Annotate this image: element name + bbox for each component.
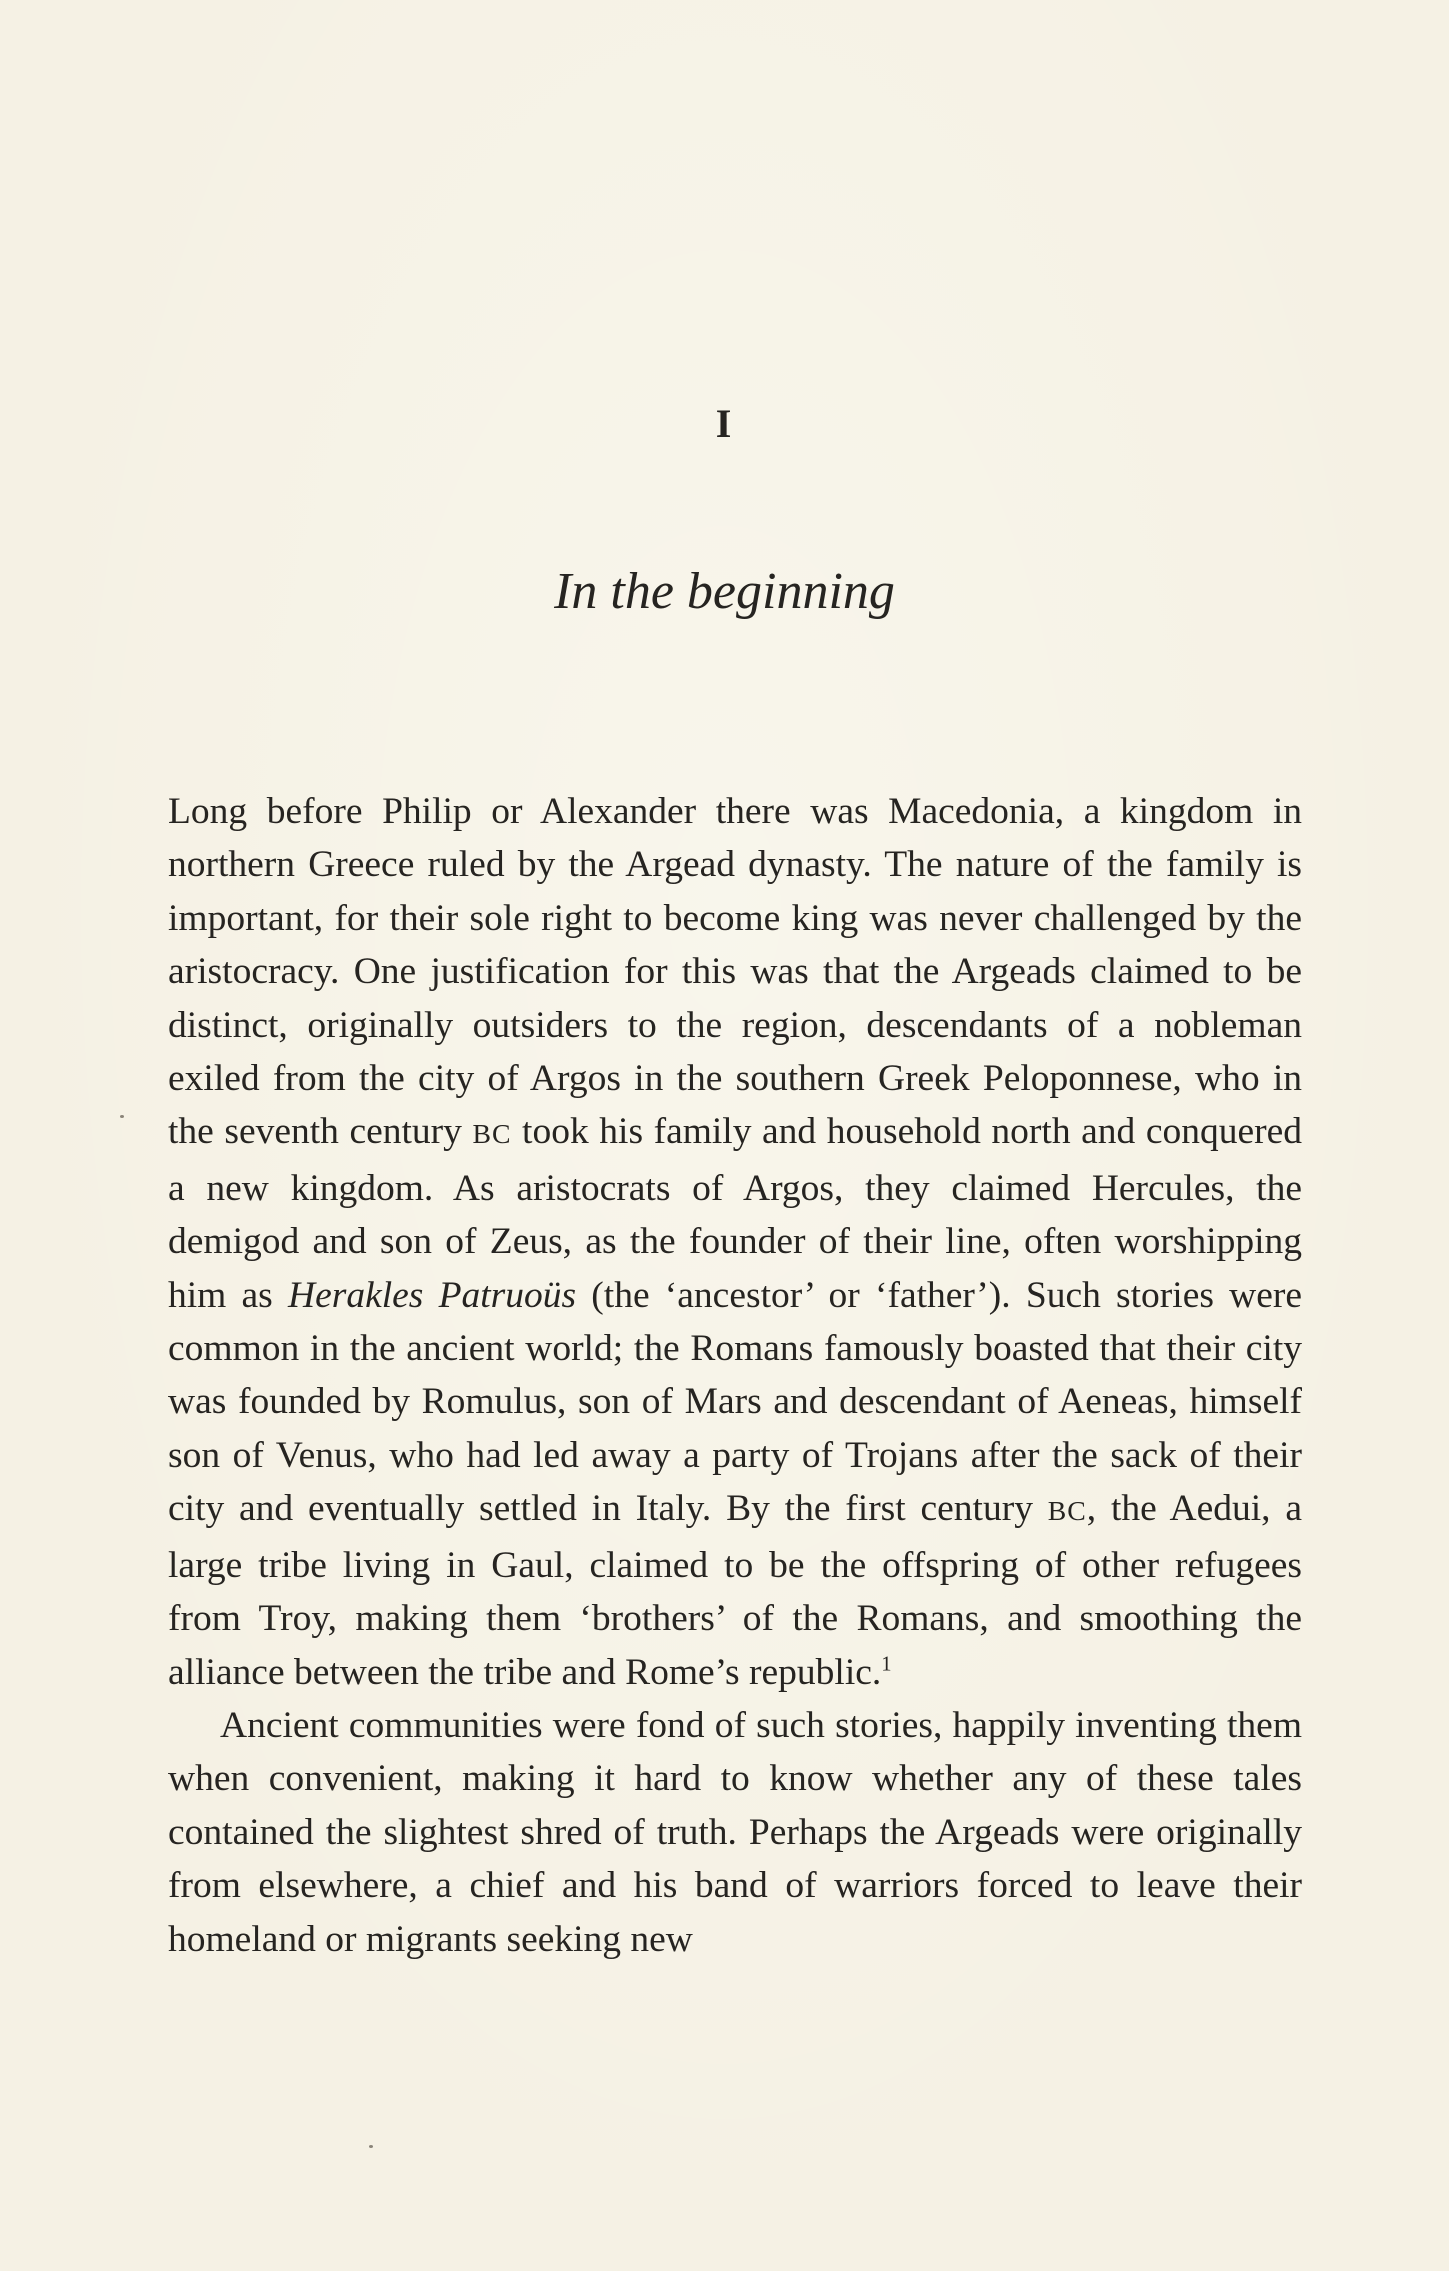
chapter-title: In the beginning bbox=[554, 563, 895, 620]
chapter-number: I bbox=[715, 401, 734, 446]
paragraph-1 bbox=[168, 785, 1302, 1699]
era-abbreviation: BC bbox=[472, 1119, 512, 1151]
text-segment: took his family and household north and conquered a new kingdom. As aristocrats of Argos, they claimed Hercules, the demigod and son of Zeus, as the founder of their line, often worshipping him as bbox=[168, 1111, 1303, 1316]
paragraph-2 bbox=[168, 1699, 1302, 1966]
paper-speck bbox=[369, 2145, 373, 2148]
italic-term: Herakles Patruoüs bbox=[288, 1274, 577, 1316]
text-segment: Ancient communities were fond of such stories, happily inventing them when convenient, making it hard to know whether any of these tales contained the slightest shred of truth. Perhaps the Argeads were originally from elsewhere, a chief and his band of warriors forced to leave their homeland or migrants seeking new bbox=[168, 1704, 1302, 1960]
footnote-marker[interactable]: 1 bbox=[881, 1653, 892, 1675]
era-abbreviation: BC bbox=[1047, 1496, 1087, 1528]
text-segment: (the ‘ancestor’ or ‘father’). Such stories were common in the ancient world; the Romans famously boasted that their city was founded by Romulus, son of Mars and descendant of Aeneas, himself son of Venus, who had led away a party of Trojans after the sack of their city and eventually settled in Italy. By the first century bbox=[168, 1274, 1303, 1530]
text-segment: Long before Philip or Alexander there was Macedonia, a kingdom in northern Greece ruled by the Argead dynasty. The nature of the family is important, for their sole right to become king was never challenged by the aristocracy. One justification for this was that the Argeads claimed to be distinct, originally outsiders to the region, descendants of a nobleman exiled from the city of Argos in the southern Greek Peloponnese, who in the seventh century bbox=[168, 791, 1302, 1153]
paper-speck bbox=[120, 1115, 124, 1118]
text-segment: , the Aedui, a large tribe living in Gaul, claimed to be the offspring of other refugees from Troy, making them ‘brothers’ of the Romans, and smoothing the alliance between the tribe and Rome’s republic. bbox=[168, 1488, 1302, 1693]
body-text bbox=[168, 785, 1302, 1966]
